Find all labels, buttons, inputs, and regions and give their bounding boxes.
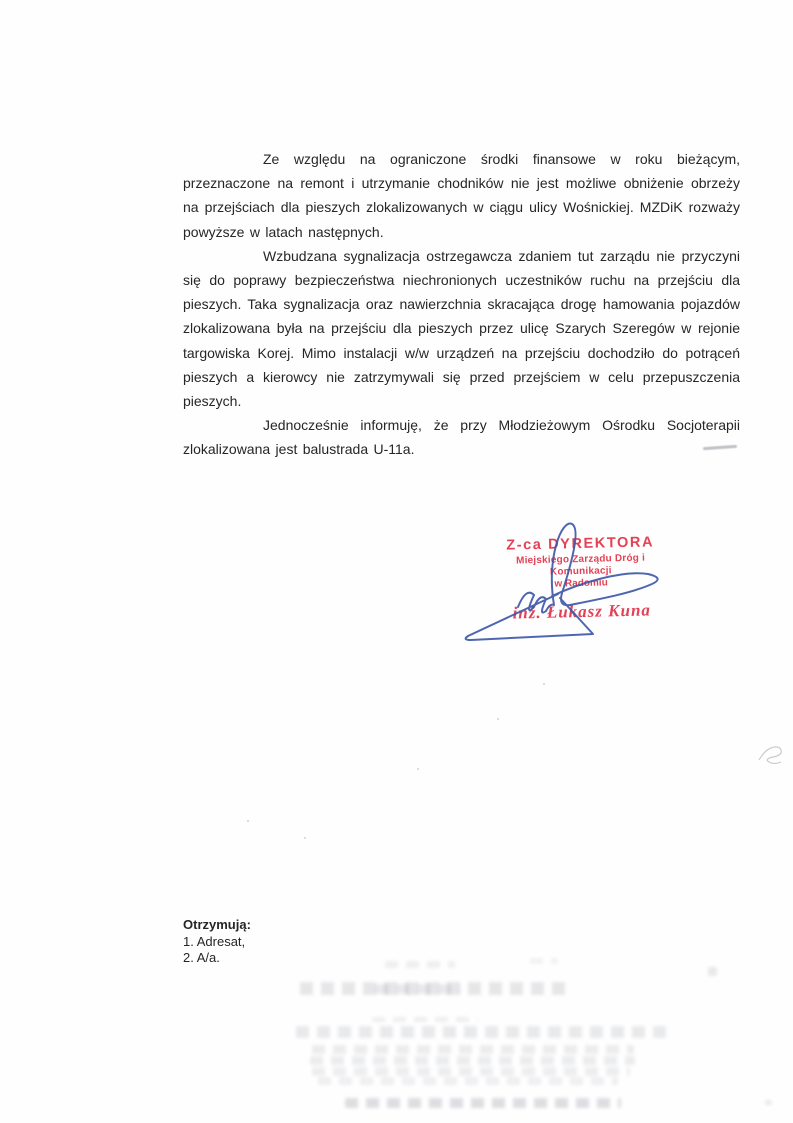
distribution-heading: Otrzymują:	[183, 917, 251, 932]
bleed-through-artifact	[312, 1067, 630, 1076]
bleed-through-artifact	[765, 1100, 772, 1105]
scan-speck	[417, 768, 419, 770]
distribution-list	[183, 917, 251, 967]
bleed-through-artifact	[310, 1056, 635, 1065]
bleed-through-artifact	[530, 958, 558, 964]
bleed-through-artifact	[312, 1045, 634, 1054]
stamp-signer-name: inż. Łukasz Kuna	[512, 600, 652, 623]
distribution-item: 1. Adresat,	[183, 933, 246, 949]
pencil-squiggle	[753, 738, 787, 770]
paragraph-balustrade: Jednocześnie informuję, że przy Młodzieżowym Ośrodku Socjoterapii zlokalizowana jest balustrada U-11a.	[183, 417, 740, 458]
handwritten-signature	[450, 515, 700, 660]
bleed-through-artifact	[296, 1026, 666, 1038]
bleed-through-artifact	[375, 984, 460, 994]
stamp-org-line1: Miejskiego Zarządu Dróg i Komunikacji	[515, 552, 646, 578]
scan-speck	[247, 820, 249, 822]
letter-body	[183, 147, 740, 462]
signature-triangle-stroke	[466, 594, 593, 640]
paragraph-signalization: Wzbudzana sygnalizacja ostrzegawcza zdaniem tut zarządu nie przyczyni się do poprawy bezpieczeństwa niechronionych uczestników ruchu na przejściu dla pieszych. Taka sygnalizacja oraz nawierzchnia skracająca drogę hamowania pojazdów zlokalizowana była na przejściu dla pieszych przez ulicę Szarych Szeregów w rejonie targowiska Korej. Mimo instalacji w/w urządzeń na przejściu dochodziło do potrąceń pieszych a kierowcy nie zatrzymywali się przed przejściem w celu przepuszczenia pieszych.	[183, 247, 740, 410]
bleed-through-artifact	[385, 961, 455, 968]
paragraph-funding: Ze względu na ograniczone środki finansowe w roku bieżącym, przeznaczone na remont i utrzymanie chodników nie jest możliwe obniżenie obrzeży na przejściach dla pieszych zlokalizowanych w ciągu ulicy Wośnickiej. MZDiK rozważy powyższe w latach następnych.	[183, 151, 740, 240]
distribution-item: 2. A/a.	[183, 950, 220, 965]
signature-loops-stroke	[518, 524, 658, 613]
bleed-through-artifact	[318, 1077, 618, 1085]
stamp-title: Z-ca DYREKTORA	[506, 534, 655, 554]
bleed-through-artifact	[708, 967, 717, 976]
scan-speck	[543, 683, 545, 685]
scan-speck	[497, 718, 499, 720]
scan-speck	[304, 837, 306, 839]
bleed-through-artifact	[372, 1017, 478, 1022]
bleed-through-artifact	[345, 1098, 621, 1108]
stamp-org-line2: w Radomiu	[554, 577, 608, 590]
